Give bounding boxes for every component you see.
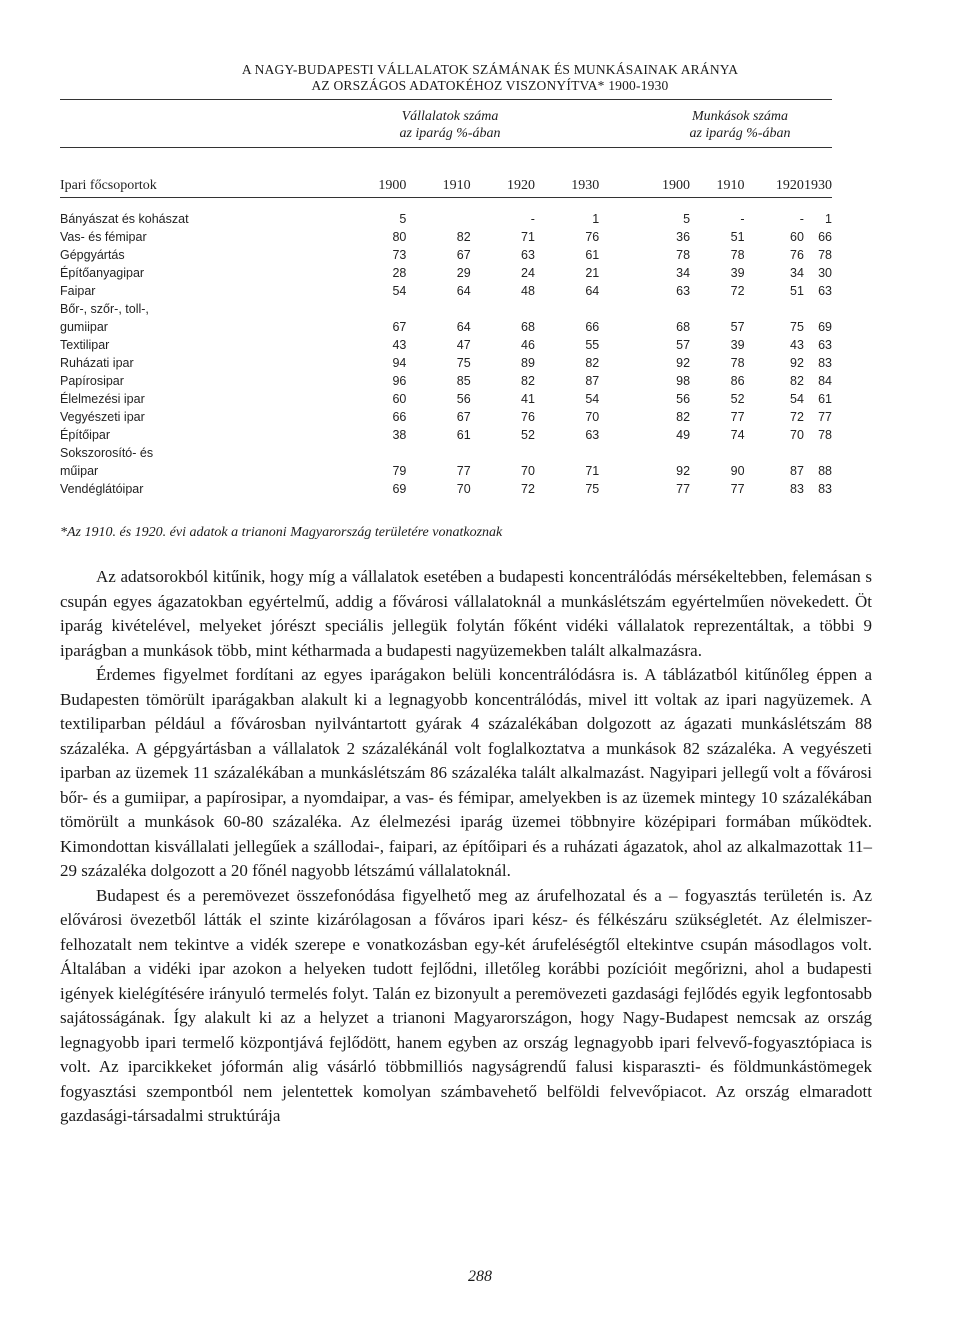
industry-label: Papírosipar	[60, 374, 124, 388]
group-header-vallalatok	[370, 108, 530, 142]
table-cell: 72	[730, 284, 745, 298]
top-rule	[60, 99, 832, 100]
table-cell: 66	[585, 320, 600, 334]
table-cell: 75	[456, 356, 471, 370]
table-cell: 70	[585, 410, 600, 424]
table-cell: 72	[790, 410, 804, 424]
table-cell: 78	[818, 428, 832, 442]
table-row	[60, 444, 832, 462]
year-header: 1910	[716, 178, 745, 193]
table-cell: 86	[730, 374, 745, 388]
industry-label: Sokszorosító- és	[60, 446, 154, 460]
table-cell: 92	[676, 464, 691, 478]
table-row	[60, 462, 832, 480]
table-cell: 21	[585, 266, 600, 280]
table-cell: 36	[676, 230, 691, 244]
table-cell: 77	[730, 410, 745, 424]
table-cell	[471, 444, 535, 462]
table-cell: 51	[790, 284, 804, 298]
table-cell: 76	[521, 410, 535, 424]
table-cell: 82	[521, 374, 535, 388]
year-header: 1920	[506, 178, 535, 193]
table-cell: 70	[456, 482, 471, 496]
table-cell: 67	[456, 248, 471, 262]
table-cell: 69	[392, 482, 407, 496]
table-cell	[745, 444, 804, 462]
footnote: *Az 1910. és 1920. évi adatok a trianoni Magyarország területére vonatkoznak	[60, 525, 503, 540]
table-cell: 34	[790, 266, 804, 280]
group-header-munkasok-line2: az iparág %-ában	[689, 126, 791, 141]
table-cell: 64	[456, 320, 471, 334]
table-cell: 82	[790, 374, 804, 388]
table-cell: 74	[730, 428, 745, 442]
table-cell: 94	[392, 356, 407, 370]
table-cell	[745, 300, 804, 318]
table-cell	[599, 300, 690, 318]
table-cell: 39	[730, 338, 745, 352]
table-cell: 66	[818, 230, 832, 244]
table-cell: 56	[676, 392, 691, 406]
table-cell: 87	[790, 464, 804, 478]
table-cell: 66	[392, 410, 407, 424]
table-cell	[535, 300, 599, 318]
industry-label: Vas- és fémipar	[60, 230, 147, 244]
industry-label: Élelmezési ipar	[60, 392, 145, 406]
table-cell	[804, 300, 832, 318]
table-row	[60, 480, 832, 498]
table-cell: -	[799, 212, 804, 226]
table-cell: 75	[790, 320, 804, 334]
table-cell: 56	[456, 392, 471, 406]
table-cell	[318, 300, 407, 318]
table-cell: 47	[456, 338, 471, 352]
table-cell: 51	[730, 230, 745, 244]
table-cell: 24	[521, 266, 535, 280]
table-body	[60, 196, 832, 498]
year-header: 1900	[378, 178, 407, 193]
table-cell: 83	[790, 482, 804, 496]
industry-table	[60, 176, 832, 498]
year-header: 1910	[442, 178, 471, 193]
table-cell: 78	[730, 356, 745, 370]
year-header: 1930	[571, 178, 600, 193]
table-cell: 98	[676, 374, 691, 388]
table-cell	[535, 444, 599, 462]
table-cell: 54	[585, 392, 600, 406]
table-row	[60, 372, 832, 390]
table-row	[60, 426, 832, 444]
table-cell: 90	[730, 464, 745, 478]
table-cell: 75	[585, 482, 600, 496]
table-cell: 83	[818, 482, 832, 496]
table-row	[60, 354, 832, 372]
table-cell: 63	[818, 338, 832, 352]
table-cell: 82	[456, 230, 471, 244]
table-cell: 83	[818, 356, 832, 370]
industry-label: Gépgyártás	[60, 248, 125, 262]
table-cell	[406, 300, 470, 318]
table-cell: 1	[825, 212, 832, 226]
table-cell: 54	[392, 284, 407, 298]
table-cell: 67	[392, 320, 407, 334]
table-cell: 73	[392, 248, 407, 262]
industry-label: Bányászat és kohászat	[60, 212, 189, 226]
table-cell: 76	[585, 230, 600, 244]
paragraph: Az adatsorokból kitűnik, hogy míg a vállalatok esetében a budapesti koncentrálódás mérsékeltebben, felemásan s csupán egyes ágazatokban egyértelmű, addig a fővárosi vállalatoknál a munkáslétszám egyértelműen növekedett. Öt iparág kivételével, melyeket jórészt speciális jellegük folytán főként vidéki vállalatok reprezentáltak, a többi 9 iparágban a munkások több, mint kétharmada a budapesti nagyüzemekben talált alkalmazásra.	[60, 567, 872, 660]
table-cell: 57	[676, 338, 691, 352]
table-cell: 60	[790, 230, 804, 244]
table-cell: 46	[521, 338, 535, 352]
table-row	[60, 246, 832, 264]
table-cell: 41	[521, 392, 535, 406]
table-row	[60, 228, 832, 246]
table-cell	[690, 444, 744, 462]
table-cell: 79	[392, 464, 407, 478]
table-row	[60, 210, 832, 228]
table-cell: 69	[818, 320, 832, 334]
industry-label: Építőanyagipar	[60, 266, 145, 280]
table-cell: 64	[456, 284, 471, 298]
table-cell: 63	[676, 284, 691, 298]
table-cell: 68	[521, 320, 535, 334]
table-cell: 80	[392, 230, 407, 244]
table-spacer	[60, 196, 832, 210]
header-rule-upper	[60, 147, 832, 148]
table-row	[60, 282, 832, 300]
table-cell: 63	[818, 284, 832, 298]
table-cell: 70	[521, 464, 535, 478]
table-cell: 61	[818, 392, 832, 406]
industry-label: Bőr-, szőr-, toll-,	[60, 302, 149, 316]
table-cell: 82	[676, 410, 691, 424]
industry-label: Vendéglátóipar	[60, 482, 144, 496]
table-row	[60, 264, 832, 282]
body-text	[60, 565, 872, 1129]
table-cell: 52	[730, 392, 745, 406]
industry-label: műipar	[60, 464, 99, 478]
table-cell: 89	[521, 356, 535, 370]
table-cell: 49	[676, 428, 691, 442]
table-cell: 77	[456, 464, 471, 478]
table-cell: 82	[585, 356, 600, 370]
industry-label: Ruházati ipar	[60, 356, 134, 370]
group-header-munkasok-line1: Munkások száma	[691, 109, 789, 124]
group-header-munkasok	[660, 108, 820, 142]
table-cell: 57	[730, 320, 745, 334]
table-cell: 78	[676, 248, 691, 262]
table-cell: 77	[730, 482, 745, 496]
table-cell: 92	[676, 356, 691, 370]
table-cell: 60	[392, 392, 407, 406]
table-row	[60, 300, 832, 318]
table-cell: 78	[818, 248, 832, 262]
table-cell	[599, 444, 690, 462]
table-cell: 87	[585, 374, 600, 388]
table-cell	[690, 300, 744, 318]
table-cell	[318, 444, 407, 462]
table-cell: 96	[392, 374, 407, 388]
table-cell: -	[740, 212, 745, 226]
table-cell: 34	[676, 266, 691, 280]
table-cell: 70	[790, 428, 804, 442]
table-cell: 77	[818, 410, 832, 424]
industry-label: Építőipar	[60, 428, 111, 442]
table-cell: 77	[676, 482, 691, 496]
industry-label: Textilipar	[60, 338, 110, 352]
table-title-line-2: AZ ORSZÁGOS ADATOKÉHOZ VISZONYÍTVA* 1900-1930	[311, 78, 669, 93]
table-cell: 43	[392, 338, 407, 352]
table-cell: 43	[790, 338, 804, 352]
table-title-line-1: A NAGY-BUDAPESTI VÁLLALATOK SZÁMÁNAK ÉS MUNKÁSAINAK ARÁNYA	[241, 62, 739, 77]
table-cell: 5	[399, 212, 407, 226]
industry-label: gumiipar	[60, 320, 108, 334]
table-cell: 5	[683, 212, 691, 226]
table-cell: 72	[521, 482, 535, 496]
table-row	[60, 318, 832, 336]
table-cell: 61	[585, 248, 600, 262]
table-cell	[804, 444, 832, 462]
table-row	[60, 408, 832, 426]
table-cell: 85	[456, 374, 471, 388]
table-cell: 88	[818, 464, 832, 478]
table-cell: 92	[790, 356, 804, 370]
table-cell	[471, 300, 535, 318]
table-cell: 63	[585, 428, 600, 442]
year-header: 1930	[804, 178, 832, 193]
table-cell: 1	[592, 212, 600, 226]
year-header: 1920	[775, 178, 804, 193]
group-header-vallalatok-line1: Vállalatok száma	[401, 109, 499, 124]
table-cell: 55	[585, 338, 600, 352]
table-cell: 48	[521, 284, 535, 298]
year-header: 1900	[662, 178, 691, 193]
table-cell: 76	[790, 248, 804, 262]
table-row	[60, 390, 832, 408]
table-cell	[406, 210, 470, 228]
table-header-row	[60, 176, 832, 196]
table-cell: 39	[730, 266, 745, 280]
table-cell: 30	[818, 266, 832, 280]
table-cell: 71	[521, 230, 535, 244]
table-cell: 67	[456, 410, 471, 424]
table-row	[60, 336, 832, 354]
table-cell: 68	[676, 320, 691, 334]
table-cell: 61	[456, 428, 471, 442]
table-cell: 64	[585, 284, 600, 298]
industry-label: Vegyészeti ipar	[60, 410, 145, 424]
table-cell: 38	[392, 428, 407, 442]
page-number: 288	[468, 1268, 492, 1285]
table-cell: 54	[790, 392, 804, 406]
paragraph: Budapest és a peremövezet összefonódása figyelhető meg az árufelhozatal és a – fogyasztás területén is. Az elővárosi övezetből látták el szinte kizárólagosan a főváros ipari kész- és félkészáru szükségletét. Az élelmiszer-felhozatalt nem tekintve a vidék szerepe e vonatkozásban egy-két árufeléségtől eltekintve csupán másodlagos volt. Általában a vidéki ipar azokon a helyeken tudott fejlődni, illetőleg korábbi pozícióit megőrizni, ahol a budapesti igények kielégítésére irányuló termelés folyt. Talán ez bizonyult a peremövezeti gazdasági fejlődés egyik legfontosabb sajátosságának. Így alakult ki az a helyzet a trianoni Magyarországon, hogy Nagy-Budapest nemcsak az ország legnagyobb ipari termelő központjává fejlődött, hanem egyben az ország legnagyobb ipari felvevő-fogyasztópiaca is volt. Az iparcikkeket jóformán alig vásárló többmilliós nagyságrendű falusi kisparaszti- és földmunkástömegek fogyasztási szempontból nem jelentettek komolyan számbavehető belföldi felvevőpiacot. Az ország elmaradott gazdasági-társadalmi struktúrája	[60, 885, 872, 1125]
row-header-label: Ipari főcsoportok	[60, 178, 157, 193]
table-cell: 63	[521, 248, 535, 262]
paragraph: Érdemes figyelmet fordítani az egyes iparágakon belüli koncentrálódásra is. A táblázatból kitűnőleg éppen a Budapesten tömörült iparágakban alakult ki a legnagyobb koncentrálódás, mivel itt voltak az ipari nagyüzemek. A textiliparban például a fővárosban nyilvántartott gyárak 4 százalékában dolgozott az ágazati munkáslétszám 88 százaléka. A gépgyártásban a vállalatok 2 százalékánál volt foglalkoztatva a munkások 82 százaléka. A vegyészeti iparban az üzemek 11 százalékában a munkáslétszám 86 százaléka talált alkalmazást. Nagyipari jellegű volt a fővárosi bőr- és a gumiipar, a papírosipar, a nyomdaipar, a vas- és fémipar, amelyekben is az üzemek mintegy 10 százalékában tömörült a munkások 60-80 százaléka. Az élelmezési iparág üzemei többnyire középipari formában működtek. Kimondottan kisvállalati jellegűek a szállodai-, faipari, az építőipari és a ruházati ágazatok, ahol az alkalmazottak 11–29 százaléka dolgozott a 20 főnél nagyobb létszámú vállalatoknál.	[60, 665, 872, 880]
table-cell: 52	[521, 428, 535, 442]
table-cell: 71	[585, 464, 600, 478]
table-cell: 78	[730, 248, 745, 262]
table-cell: 29	[456, 266, 471, 280]
table-cell	[406, 444, 470, 462]
table-cell: 28	[392, 266, 407, 280]
group-header-vallalatok-line2: az iparág %-ában	[399, 126, 501, 141]
industry-label: Faipar	[60, 284, 96, 298]
table-cell: -	[530, 212, 535, 226]
table-cell: 84	[818, 374, 832, 388]
